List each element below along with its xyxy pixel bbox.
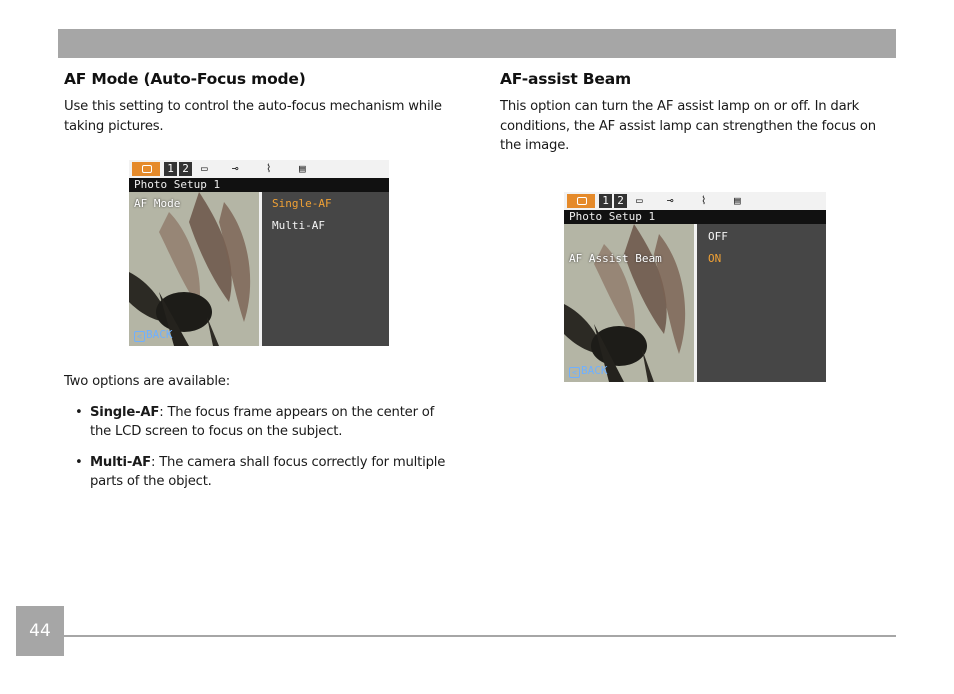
options-list [64,403,459,492]
footer-line [64,635,896,637]
list-item [64,403,459,442]
back-label: BACK [146,328,173,341]
af-mode-heading: AF Mode (Auto-Focus mode) [64,70,306,88]
option-on[interactable]: ON [708,252,722,265]
back-button[interactable] [134,328,173,342]
af-mode-label: AF Mode [134,197,181,210]
menu-tabs [129,160,389,178]
tab-page-2: 2 [179,162,192,176]
screen-divider [259,192,262,346]
af-assist-intro: This option can turn the AF assist lamp on or off. In dark conditions, the AF assist lamp can strengthen the focus on the image. [500,99,876,153]
tab-page-1: 1 [164,162,177,176]
bullet-text: : The focus frame appears on the center of the LCD screen to focus on the subject. [90,404,435,439]
print-tab-icon: ▤ [734,194,741,207]
wrench-tab-icon: ⌇ [701,194,707,207]
key-tab-icon: ⊸ [232,162,239,175]
af-assist-screen [564,192,826,382]
options-intro: Two options are available: [64,374,230,389]
page-number: 44 [16,606,64,656]
option-multi-af[interactable]: Multi-AF [272,219,325,232]
option-single-af[interactable]: Single-AF [272,197,332,210]
camera-tab-icon [132,162,160,176]
back-arrow-icon: < [569,367,580,378]
af-mode-section [64,70,459,136]
screen-divider [694,224,697,382]
flower-photo [564,224,694,382]
playback-tab-icon: ▭ [636,194,643,207]
back-button[interactable] [569,364,608,378]
af-mode-intro: Use this setting to control the auto-focus mechanism while taking pictures. [64,99,442,134]
back-label: BACK [581,364,608,377]
header-bar [58,29,896,58]
menu-tabs [564,192,826,210]
flower-photo [129,192,259,346]
bullet-term: Single-AF [90,404,160,420]
af-mode-options [64,372,459,503]
playback-tab-icon: ▭ [201,162,208,175]
bullet-term: Multi-AF [90,454,151,470]
af-assist-section [500,70,900,156]
back-arrow-icon: < [134,331,145,342]
key-tab-icon: ⊸ [667,194,674,207]
af-assist-label: AF Assist Beam [569,252,662,265]
tab-page-1: 1 [599,194,612,208]
tab-page-2: 2 [614,194,627,208]
af-mode-screen [129,160,389,346]
option-off[interactable]: OFF [708,230,728,243]
wrench-tab-icon: ⌇ [266,162,272,175]
camera-tab-icon [567,194,595,208]
bullet-text: : The camera shall focus correctly for multiple parts of the object. [90,454,446,489]
print-tab-icon: ▤ [299,162,306,175]
menu-title: Photo Setup 1 [129,178,389,192]
af-assist-heading: AF-assist Beam [500,70,631,88]
menu-title: Photo Setup 1 [564,210,826,224]
list-item [64,453,459,492]
